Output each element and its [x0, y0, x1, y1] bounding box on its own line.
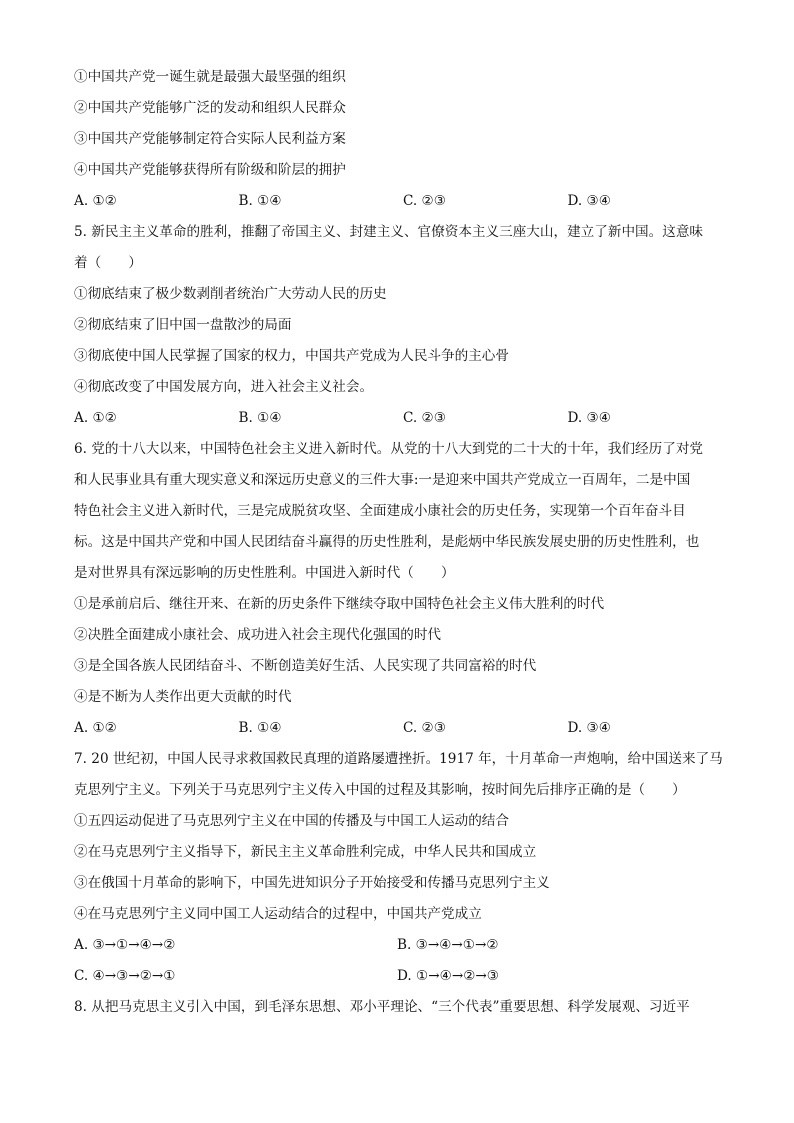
question-5-items — [74, 279, 734, 403]
statement: ②中国共产党能够广泛的发动和组织人民群众 — [74, 100, 346, 116]
question-7-options-row-2 — [74, 961, 734, 992]
statement: ④中国共产党能够获得所有阶级和阶层的拥护 — [74, 162, 346, 178]
question-6-items — [74, 589, 734, 713]
stem-line: 8. 从把马克思主义引入中国，到毛泽东思想、邓小平理论、“三个代表”重要思想、科学发展观、习近平 — [74, 999, 690, 1015]
option-c: C. ②③ — [403, 193, 446, 209]
stem-line: 标。这是中国共产党和中国人民团结奋斗赢得的历史性胜利，是彪炳中华民族发展史册的历史性胜利，也 — [74, 534, 700, 550]
statement: ①中国共产党一诞生就是最强大最坚强的组织 — [74, 69, 346, 85]
option-d: D. ①→④→②→③ — [397, 968, 499, 984]
stem-line: 6. 党的十八大以来，中国特色社会主义进入新时代。从党的十八大到党的二十大的十年，我们经历了对党 — [74, 441, 704, 457]
question-8-stem — [74, 992, 734, 1023]
statement: ③中国共产党能够制定符合实际人民利益方案 — [74, 131, 346, 147]
option-d: D. ③④ — [567, 410, 611, 426]
option-a: A. ①② — [74, 193, 117, 209]
option-b: B. ③→④→①→② — [397, 937, 499, 953]
question-7-options-row-1 — [74, 930, 734, 961]
statement: ①彻底结束了极少数剥削者统治广大劳动人民的历史 — [74, 286, 387, 302]
question-4-options — [74, 186, 734, 217]
statement: ④是不断为人类作出更大贡献的时代 — [74, 689, 292, 705]
option-d: D. ③④ — [567, 193, 611, 209]
question-6-options — [74, 713, 734, 744]
stem-line: 7. 20 世纪初，中国人民寻求救国救民真理的道路屡遭挫折。1917 年，十月革命一声炮响，给中国送来了马 — [74, 751, 723, 767]
statement: ①是承前启后、继往开来、在新的历史条件下继续夺取中国特色社会主义伟大胜利的时代 — [74, 596, 605, 612]
question-7-stem — [74, 744, 734, 806]
question-5-stem — [74, 217, 734, 279]
question-4-items — [74, 62, 734, 186]
statement: ②彻底结束了旧中国一盘散沙的局面 — [74, 317, 292, 333]
statement: ②在马克思列宁主义指导下，新民主主义革命胜利完成，中华人民共和国成立 — [74, 844, 537, 860]
option-b: B. ①④ — [238, 193, 282, 209]
option-c: C. ④→③→②→① — [74, 968, 176, 984]
stem-line: 着（ ） — [74, 255, 142, 271]
stem-line: 5. 新民主主义革命的胜利，推翻了帝国主义、封建主义、官僚资本主义三座大山，建立了新中国。这意味 — [74, 224, 704, 240]
statement: ④在马克思列宁主义同中国工人运动结合的过程中，中国共产党成立 — [74, 906, 482, 922]
option-a: A. ①② — [74, 720, 117, 736]
option-b: B. ①④ — [238, 410, 282, 426]
statement: ④彻底改变了中国发展方向，进入社会主义社会。 — [74, 379, 374, 395]
statement: ③彻底使中国人民掌握了国家的权力，中国共产党成为人民斗争的主心骨 — [74, 348, 509, 364]
option-b: B. ①④ — [238, 720, 282, 736]
statement: ②决胜全面建成小康社会、成功进入社会主现代化强国的时代 — [74, 627, 442, 643]
option-a: A. ①② — [74, 410, 117, 426]
stem-line: 是对世界具有深远影响的历史性胜利。中国进入新时代（ ） — [74, 565, 455, 581]
option-a: A. ③→①→④→② — [74, 937, 176, 953]
stem-line: 特色社会主义进入新时代，三是完成脱贫攻坚、全面建成小康社会的历史任务，实现第一个百年奋斗目 — [74, 503, 686, 519]
question-content — [74, 62, 734, 1023]
question-6-stem — [74, 434, 734, 589]
option-c: C. ②③ — [403, 410, 446, 426]
option-c: C. ②③ — [403, 720, 446, 736]
question-5-options — [74, 403, 734, 434]
statement: ①五四运动促进了马克思列宁主义在中国的传播及与中国工人运动的结合 — [74, 813, 509, 829]
statement: ③在俄国十月革命的影响下，中国先进知识分子开始接受和传播马克思列宁主义 — [74, 875, 550, 891]
stem-line: 和人民事业具有重大现实意义和深远历史意义的三件大事:一是迎来中国共产党成立一百周年，二是中国 — [74, 472, 691, 488]
statement: ③是全国各族人民团结奋斗、不断创造美好生活、人民实现了共同富裕的时代 — [74, 658, 537, 674]
stem-line: 克思列宁主义。下列关于马克思列宁主义传入中国的过程及其影响，按时间先后排序正确的是（ ） — [74, 782, 686, 798]
option-d: D. ③④ — [567, 720, 611, 736]
question-7-items — [74, 806, 734, 930]
